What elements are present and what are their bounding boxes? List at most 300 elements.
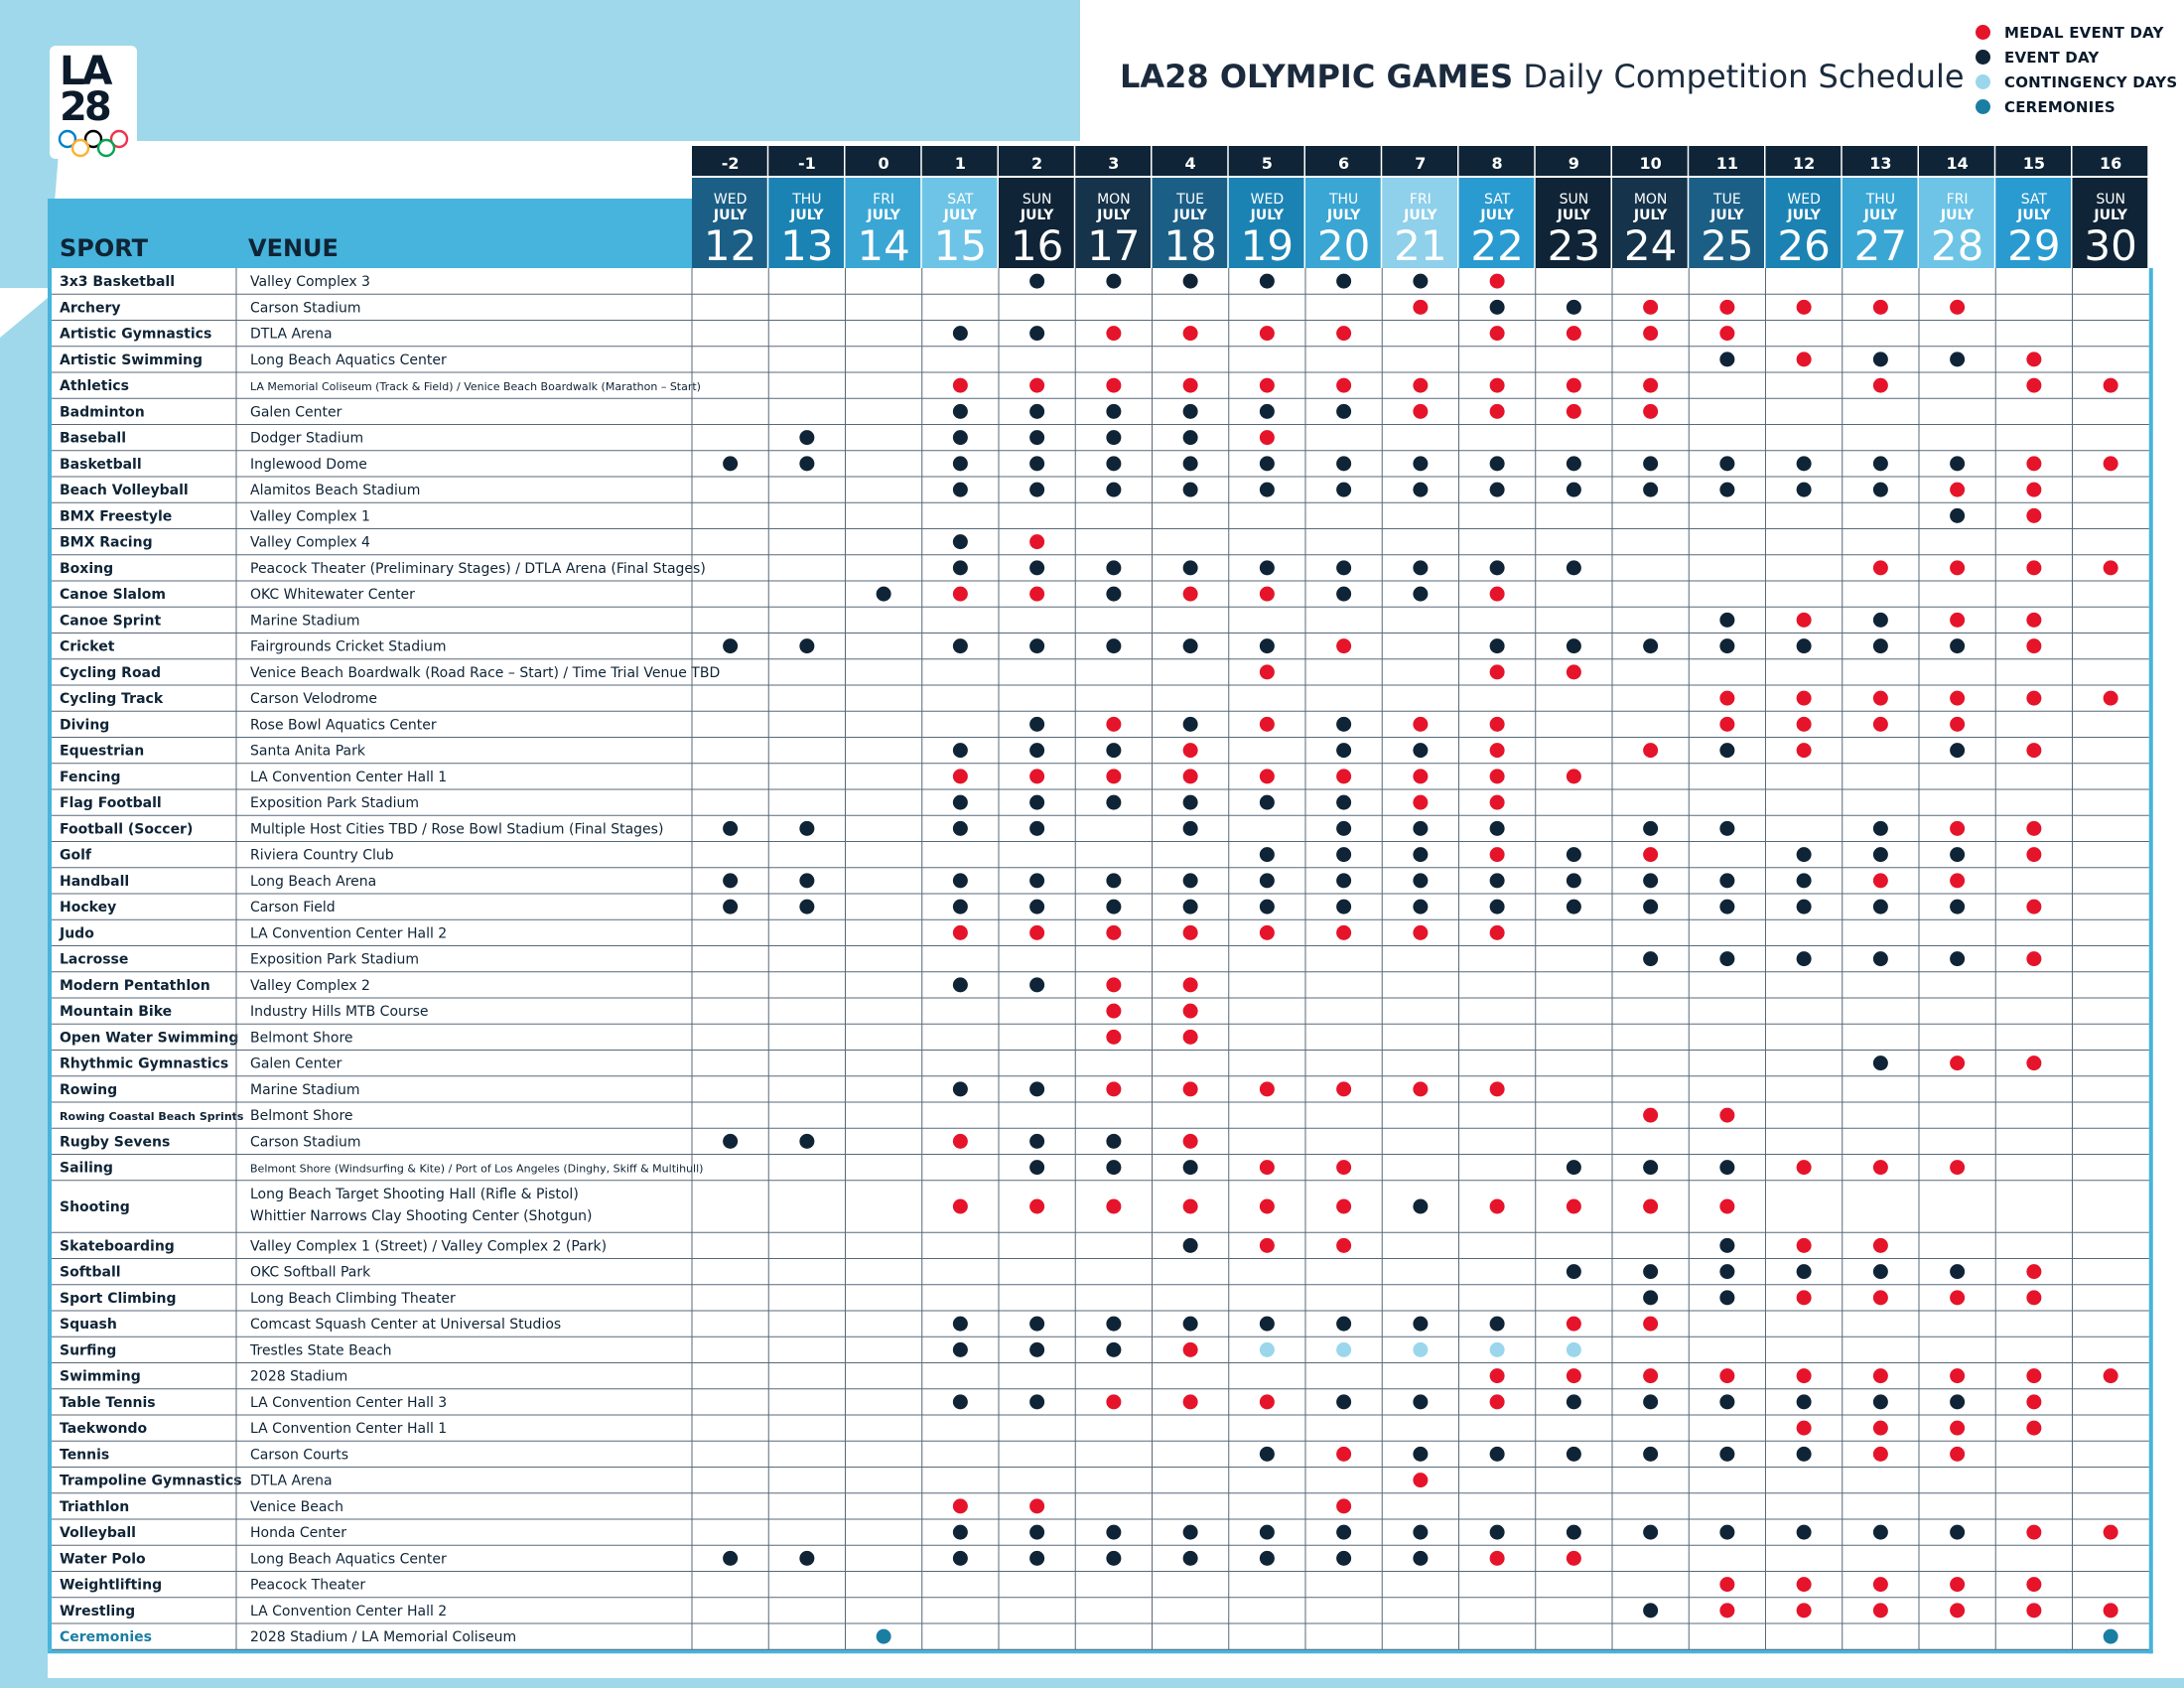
sport-name: Rhythmic Gymnastics xyxy=(60,1055,229,1072)
sport-name: Football (Soccer) xyxy=(60,821,194,838)
medal-event-dot xyxy=(2026,1055,2041,1070)
medal-event-dot xyxy=(1106,1030,1121,1045)
title-normal: Daily Competition Schedule xyxy=(1523,58,1965,95)
medal-event-dot xyxy=(1490,404,1505,419)
day-column-header xyxy=(1995,146,2071,270)
event-day-dot xyxy=(953,404,968,419)
medal-event-dot xyxy=(1873,1238,1888,1253)
medal-event-dot xyxy=(1797,1603,1812,1618)
medal-event-dot xyxy=(1106,977,1121,992)
medal-event-dot xyxy=(1719,326,1734,341)
medal-event-dot xyxy=(1260,430,1275,445)
table-row xyxy=(52,1238,2149,1259)
table-row xyxy=(52,1187,2149,1233)
medal-event-dot xyxy=(2104,691,2118,706)
event-day-dot xyxy=(1950,900,1965,914)
medal-event-dot xyxy=(1643,847,1658,862)
event-day-dot xyxy=(1260,1447,1275,1462)
medal-event-dot xyxy=(953,769,968,783)
medal-event-dot xyxy=(1413,717,1428,732)
event-day-dot xyxy=(1106,1525,1121,1540)
venue-name: Carson Courts xyxy=(250,1447,349,1464)
medal-event-dot xyxy=(2104,456,2118,471)
medal-event-dot xyxy=(1950,613,1965,628)
event-day-dot xyxy=(799,821,814,836)
medal-event-dot xyxy=(1567,378,1581,393)
day-date: 24 xyxy=(1623,221,1678,270)
venue-name: DTLA Arena xyxy=(250,326,333,343)
medal-event-dot xyxy=(2026,821,2041,836)
day-number: 15 xyxy=(2022,154,2046,173)
event-day-dot xyxy=(1413,847,1428,862)
event-day-dot xyxy=(1643,1447,1658,1462)
event-day-dot xyxy=(1950,1264,1965,1279)
day-number: 8 xyxy=(1491,154,1503,173)
medal-event-dot xyxy=(1719,300,1734,315)
event-day-dot xyxy=(1490,1447,1505,1462)
event-day-dot xyxy=(1567,1447,1581,1462)
event-day-dot xyxy=(1336,873,1351,888)
medal-event-dot xyxy=(1873,1421,1888,1436)
table-row xyxy=(52,821,2149,842)
sport-name: Table Tennis xyxy=(60,1394,156,1411)
medal-event-dot xyxy=(1950,1421,1965,1436)
medal-event-dot xyxy=(1029,378,1044,393)
la28-logo xyxy=(50,46,137,159)
medal-event-dot xyxy=(1260,1199,1275,1214)
medal-event-dot xyxy=(2026,1577,2041,1592)
sport-name: 3x3 Basketball xyxy=(60,274,176,291)
event-day-dot xyxy=(1567,1264,1581,1279)
medal-event-dot xyxy=(1106,378,1121,393)
event-day-dot xyxy=(1950,352,1965,366)
medal-event-dot xyxy=(1797,1238,1812,1253)
event-day-dot xyxy=(1490,456,1505,471)
event-day-dot xyxy=(1490,1525,1505,1540)
medal-event-dot xyxy=(1797,352,1812,366)
event-day-dot xyxy=(1413,587,1428,602)
venue-name: Peacock Theater (Preliminary Stages) / DTLA Arena (Final Stages) xyxy=(250,560,706,577)
sport-name: Athletics xyxy=(60,378,129,395)
day-number: 6 xyxy=(1338,154,1350,173)
event-day-dot xyxy=(1567,300,1581,315)
event-day-dot xyxy=(1106,456,1121,471)
event-day-dot xyxy=(723,900,738,914)
venue-name: Valley Complex 4 xyxy=(250,534,370,551)
event-day-dot xyxy=(1413,1525,1428,1540)
event-day-dot xyxy=(1719,1264,1734,1279)
day-weekday: THU xyxy=(1328,192,1359,208)
event-day-dot xyxy=(1183,900,1198,914)
medal-event-dot xyxy=(1183,1394,1198,1409)
event-day-dot xyxy=(1643,1290,1658,1305)
event-day-dot xyxy=(1643,638,1658,653)
venue-header: VENUE xyxy=(248,234,339,262)
event-day-dot xyxy=(1797,483,1812,497)
event-day-dot xyxy=(1336,274,1351,289)
sport-name: BMX Racing xyxy=(60,534,153,551)
event-day-dot xyxy=(1797,1447,1812,1462)
medal-event-dot xyxy=(1490,326,1505,341)
event-day-dot xyxy=(1797,847,1812,862)
event-day-dot xyxy=(1413,1447,1428,1462)
medal-event-dot xyxy=(2026,1603,2041,1618)
event-day-dot xyxy=(1873,821,1888,836)
medal-event-dot xyxy=(1336,326,1351,341)
table-row xyxy=(52,430,2149,451)
event-day-dot xyxy=(953,1394,968,1409)
day-date: 16 xyxy=(1010,221,1064,270)
day-weekday: FRI xyxy=(873,192,895,208)
event-day-dot xyxy=(1260,900,1275,914)
medal-event-dot xyxy=(1413,378,1428,393)
event-day-dot xyxy=(1029,326,1044,341)
table-row xyxy=(52,1447,2149,1468)
venue-name: OKC Softball Park xyxy=(250,1264,371,1281)
event-day-dot xyxy=(1719,638,1734,653)
medal-event-dot xyxy=(1797,1421,1812,1436)
legend-label: MEDAL EVENT DAY xyxy=(2004,23,2164,42)
contingency-day-dot xyxy=(1567,1342,1581,1357)
sport-name: Judo xyxy=(60,925,94,942)
event-day-dot xyxy=(1336,821,1351,836)
venue-name: Belmont Shore xyxy=(250,1108,353,1125)
event-day-dot xyxy=(1797,873,1812,888)
venue-name: Venice Beach Boardwalk (Road Race – Start) / Time Trial Venue TBD xyxy=(250,664,721,681)
event-day-dot xyxy=(1567,1394,1581,1409)
day-weekday: SUN xyxy=(1559,192,1589,208)
table-row xyxy=(52,456,2149,477)
medal-event-dot xyxy=(1643,1368,1658,1383)
table-row xyxy=(52,274,2149,295)
day-weekday: SAT xyxy=(2020,192,2047,208)
event-day-dot xyxy=(1106,1551,1121,1566)
day-number: 7 xyxy=(1415,154,1427,173)
day-weekday: FRI xyxy=(1409,192,1432,208)
day-month: JULY xyxy=(1173,208,1207,223)
event-day-dot xyxy=(1567,638,1581,653)
medal-event-dot xyxy=(1490,717,1505,732)
event-day-dot xyxy=(1336,456,1351,471)
event-day-dot xyxy=(1643,1264,1658,1279)
event-day-dot xyxy=(799,456,814,471)
event-day-dot xyxy=(1336,717,1351,732)
venue-name: Inglewood Dome xyxy=(250,456,367,473)
event-day-dot xyxy=(1950,847,1965,862)
medal-event-dot xyxy=(1950,1055,1965,1070)
legend-dot-icon xyxy=(1976,50,1990,65)
event-day-dot xyxy=(1719,1447,1734,1462)
sport-name: Cycling Track xyxy=(60,691,164,708)
event-day-dot xyxy=(1873,1394,1888,1409)
day-date: 29 xyxy=(2007,221,2061,270)
sport-name: Badminton xyxy=(60,404,145,421)
event-day-dot xyxy=(1183,1525,1198,1540)
sport-name: Golf xyxy=(60,847,91,864)
venue-name: Long Beach Arena xyxy=(250,873,377,890)
day-month: JULY xyxy=(1020,208,1054,223)
event-day-dot xyxy=(1183,821,1198,836)
event-day-dot xyxy=(1567,483,1581,497)
venue-name: Carson Stadium xyxy=(250,300,361,317)
medal-event-dot xyxy=(2026,1368,2041,1383)
medal-event-dot xyxy=(1490,274,1505,289)
medal-event-dot xyxy=(1413,404,1428,419)
venue-name: LA Convention Center Hall 1 xyxy=(250,1421,448,1438)
medal-event-dot xyxy=(1567,1199,1581,1214)
medal-event-dot xyxy=(2026,743,2041,758)
event-day-dot xyxy=(723,1551,738,1566)
medal-event-dot xyxy=(1490,769,1505,783)
event-day-dot xyxy=(1797,1264,1812,1279)
medal-event-dot xyxy=(1873,560,1888,575)
legend xyxy=(1976,20,2177,119)
event-day-dot xyxy=(1490,638,1505,653)
medal-event-dot xyxy=(2026,1264,2041,1279)
event-day-dot xyxy=(1567,847,1581,862)
table-row xyxy=(52,326,2149,347)
event-day-dot xyxy=(1029,1394,1044,1409)
day-date: 30 xyxy=(2084,221,2137,270)
event-day-dot xyxy=(1183,638,1198,653)
event-day-dot xyxy=(1490,873,1505,888)
table-row xyxy=(52,951,2149,972)
event-day-dot xyxy=(1029,1134,1044,1149)
medal-event-dot xyxy=(1797,717,1812,732)
table-row xyxy=(52,1108,2149,1129)
medal-event-dot xyxy=(2026,951,2041,966)
venue-name: 2028 Stadium xyxy=(250,1368,348,1385)
event-day-dot xyxy=(1719,821,1734,836)
medal-event-dot xyxy=(1797,691,1812,706)
event-day-dot xyxy=(799,638,814,653)
event-day-dot xyxy=(1490,821,1505,836)
event-day-dot xyxy=(1336,404,1351,419)
venue-name: Whittier Narrows Clay Shooting Center (Shotgun) xyxy=(250,1207,593,1224)
legend-item xyxy=(1976,94,2177,119)
event-day-dot xyxy=(1567,900,1581,914)
day-date: 22 xyxy=(1470,221,1524,270)
medal-event-dot xyxy=(1106,1394,1121,1409)
event-day-dot xyxy=(1873,900,1888,914)
medal-event-dot xyxy=(1336,1160,1351,1175)
event-day-dot xyxy=(1183,430,1198,445)
table-row xyxy=(52,1551,2149,1572)
event-day-dot xyxy=(1719,1290,1734,1305)
medal-event-dot xyxy=(1029,587,1044,602)
sport-name: Shooting xyxy=(60,1199,130,1215)
medal-event-dot xyxy=(1490,587,1505,602)
event-day-dot xyxy=(1029,483,1044,497)
medal-event-dot xyxy=(1873,717,1888,732)
medal-event-dot xyxy=(1490,743,1505,758)
event-day-dot xyxy=(1260,274,1275,289)
event-day-dot xyxy=(1643,1525,1658,1540)
medal-event-dot xyxy=(1183,1199,1198,1214)
medal-event-dot xyxy=(1719,717,1734,732)
venue-name: Long Beach Climbing Theater xyxy=(250,1290,456,1307)
day-date: 19 xyxy=(1240,221,1295,270)
medal-event-dot xyxy=(1719,691,1734,706)
sport-name: Sailing xyxy=(60,1160,113,1177)
event-day-dot xyxy=(1643,483,1658,497)
medal-event-dot xyxy=(1643,1108,1658,1123)
table-row xyxy=(52,691,2149,712)
day-date: 28 xyxy=(1930,221,1984,270)
venue-name: Carson Field xyxy=(250,900,336,916)
event-day-dot xyxy=(1260,638,1275,653)
medal-event-dot xyxy=(1567,1317,1581,1332)
venue-name: OKC Whitewater Center xyxy=(250,587,415,604)
medal-event-dot xyxy=(1950,300,1965,315)
sport-name: Modern Pentathlon xyxy=(60,977,210,994)
event-day-dot xyxy=(1106,1134,1121,1149)
table-row xyxy=(52,1421,2149,1442)
event-day-dot xyxy=(799,873,814,888)
event-day-dot xyxy=(1413,560,1428,575)
legend-label: CONTINGENCY DAYS xyxy=(2004,72,2178,91)
day-number: 12 xyxy=(1792,154,1816,173)
sport-name: Softball xyxy=(60,1264,121,1281)
sport-name: Open Water Swimming xyxy=(60,1030,239,1047)
day-month: JULY xyxy=(1404,208,1437,223)
event-day-dot xyxy=(1567,873,1581,888)
event-day-dot xyxy=(1183,404,1198,419)
event-day-dot xyxy=(1183,1317,1198,1332)
medal-event-dot xyxy=(1260,378,1275,393)
event-day-dot xyxy=(1719,743,1734,758)
medal-event-dot xyxy=(2104,378,2118,393)
day-column-header xyxy=(1229,146,1304,270)
event-day-dot xyxy=(1260,873,1275,888)
medal-event-dot xyxy=(1336,1081,1351,1096)
medal-event-dot xyxy=(1490,1199,1505,1214)
event-day-dot xyxy=(1106,430,1121,445)
venue-name: Valley Complex 1 (Street) / Valley Complex 2 (Park) xyxy=(250,1238,608,1255)
event-day-dot xyxy=(1106,873,1121,888)
event-day-dot xyxy=(799,1134,814,1149)
event-day-dot xyxy=(953,1081,968,1096)
medal-event-dot xyxy=(1183,977,1198,992)
day-date: 13 xyxy=(780,221,834,270)
medal-event-dot xyxy=(1873,1577,1888,1592)
event-day-dot xyxy=(1719,1160,1734,1175)
day-column-header xyxy=(1536,146,1611,270)
olympic-rings-icon xyxy=(56,129,131,159)
medal-event-dot xyxy=(1567,664,1581,679)
table-row xyxy=(52,925,2149,946)
medal-event-dot xyxy=(1029,925,1044,940)
medal-event-dot xyxy=(2026,1525,2041,1540)
day-number: 2 xyxy=(1031,154,1043,173)
event-day-dot xyxy=(1106,587,1121,602)
medal-event-dot xyxy=(953,1134,968,1149)
event-day-dot xyxy=(1950,743,1965,758)
event-day-dot xyxy=(1106,1317,1121,1332)
table-row xyxy=(52,1264,2149,1285)
medal-event-dot xyxy=(1336,1498,1351,1513)
contingency-day-dot xyxy=(1490,1342,1505,1357)
event-day-dot xyxy=(1719,352,1734,366)
venue-name: LA Convention Center Hall 2 xyxy=(250,925,448,942)
event-day-dot xyxy=(1873,483,1888,497)
event-day-dot xyxy=(1873,638,1888,653)
medal-event-dot xyxy=(1106,925,1121,940)
medal-event-dot xyxy=(1336,378,1351,393)
venue-name: Santa Anita Park xyxy=(250,743,365,760)
medal-event-dot xyxy=(2026,1394,2041,1409)
medal-event-dot xyxy=(1490,378,1505,393)
table-row xyxy=(52,1134,2149,1155)
sport-name: Rugby Sevens xyxy=(60,1134,171,1151)
event-day-dot xyxy=(1029,638,1044,653)
table-row xyxy=(52,1577,2149,1598)
medal-event-dot xyxy=(1490,1551,1505,1566)
medal-event-dot xyxy=(953,1199,968,1214)
medal-event-dot xyxy=(1643,300,1658,315)
table-row xyxy=(52,352,2149,372)
medal-event-dot xyxy=(1336,1199,1351,1214)
day-month: JULY xyxy=(1097,208,1131,223)
event-day-dot xyxy=(1873,456,1888,471)
sport-name: Tennis xyxy=(60,1447,110,1464)
table-row xyxy=(52,1317,2149,1337)
event-day-dot xyxy=(1029,873,1044,888)
event-day-dot xyxy=(1413,873,1428,888)
day-date: 26 xyxy=(1777,221,1831,270)
venue-name: Industry Hills MTB Course xyxy=(250,1004,429,1021)
medal-event-dot xyxy=(1106,717,1121,732)
medal-event-dot xyxy=(1567,404,1581,419)
event-day-dot xyxy=(1719,456,1734,471)
table-row xyxy=(52,769,2149,789)
event-day-dot xyxy=(799,900,814,914)
medal-event-dot xyxy=(1106,1199,1121,1214)
event-day-dot xyxy=(723,1134,738,1149)
sport-name: Volleyball xyxy=(60,1525,136,1542)
event-day-dot xyxy=(1336,483,1351,497)
event-day-dot xyxy=(1797,638,1812,653)
event-day-dot xyxy=(1643,1160,1658,1175)
day-date: 21 xyxy=(1394,221,1447,270)
event-day-dot xyxy=(1643,873,1658,888)
event-day-dot xyxy=(1490,483,1505,497)
event-day-dot xyxy=(1106,743,1121,758)
event-day-dot xyxy=(1336,795,1351,810)
medal-event-dot xyxy=(1413,795,1428,810)
event-day-dot xyxy=(1029,560,1044,575)
event-day-dot xyxy=(1950,456,1965,471)
event-day-dot xyxy=(1719,613,1734,628)
sport-name: BMX Freestyle xyxy=(60,508,173,525)
medal-event-dot xyxy=(1336,925,1351,940)
table-row xyxy=(52,1160,2149,1181)
event-day-dot xyxy=(1029,977,1044,992)
medal-event-dot xyxy=(1873,1160,1888,1175)
day-weekday: SUN xyxy=(1022,192,1052,208)
medal-event-dot xyxy=(2026,560,2041,575)
medal-event-dot xyxy=(953,1498,968,1513)
event-day-dot xyxy=(1567,1525,1581,1540)
table-row xyxy=(52,508,2149,529)
ceremony-dot xyxy=(877,1629,891,1644)
sport-name: Boxing xyxy=(60,560,114,577)
event-day-dot xyxy=(1260,847,1275,862)
table-row xyxy=(52,1342,2149,1363)
table-row xyxy=(52,977,2149,998)
sport-name: Equestrian xyxy=(60,743,145,760)
event-day-dot xyxy=(953,560,968,575)
